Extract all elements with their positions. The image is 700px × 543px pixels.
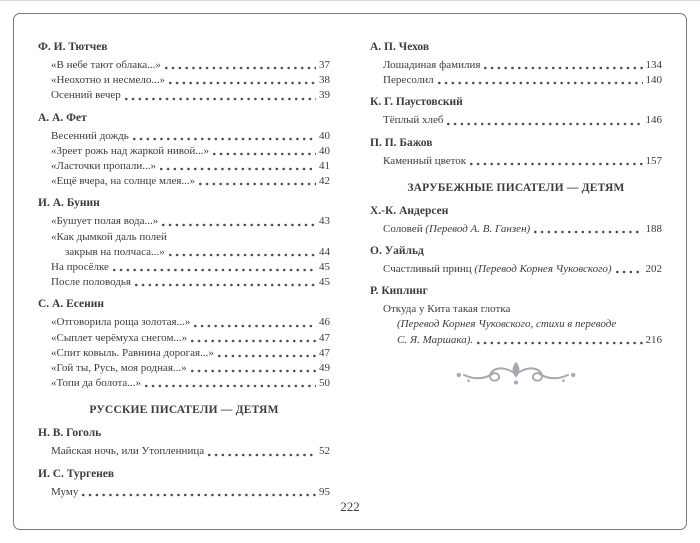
entry-page-number: 188 [645, 222, 662, 235]
toc-entry [370, 154, 662, 169]
entry-page-number: 49 [319, 362, 330, 375]
toc-entry-line [38, 260, 330, 275]
dot-leader [165, 66, 316, 70]
dot-leader [145, 384, 316, 388]
entry-page-number: 44 [319, 245, 330, 258]
author-heading: О. Уайльд [370, 245, 424, 258]
section-heading: ЗАРУБЕЖНЫЕ ПИСАТЕЛИ — ДЕТЯМ [407, 181, 625, 194]
entry-title: «В небе тают облака...» [51, 59, 161, 71]
toc-entry [370, 222, 662, 237]
entry-page-number: 146 [645, 114, 662, 127]
entry-page-number: 157 [645, 154, 662, 167]
entry-page-number: 95 [319, 485, 330, 498]
toc-entry [38, 230, 330, 260]
entry-title: Счастливый принц (Перевод Корнея Чуковского) [383, 263, 612, 276]
author-heading: Н. В. Гоголь [38, 427, 102, 440]
entry-title: Соловей (Перевод А. В. Ганзен) [383, 222, 531, 235]
entry-page-number: 41 [319, 160, 330, 173]
entry-title: «Топи да болота...» [51, 377, 142, 390]
entry-title: (Перевод Корнея Чуковского, стихи в переводе [397, 318, 617, 331]
toc-entry-line [38, 315, 330, 330]
toc-entry-line [370, 302, 662, 317]
toc-entry-line [38, 346, 330, 361]
section-heading: РУССКИЕ ПИСАТЕЛИ — ДЕТЯМ [89, 404, 279, 417]
toc-entry-line [38, 245, 330, 260]
toc-entry [38, 331, 330, 346]
entry-page-number: 40 [319, 144, 330, 157]
entry-page-number: 43 [319, 215, 330, 228]
author-heading: А. А. Фет [38, 111, 87, 124]
toc-entries-left [38, 40, 330, 500]
dot-leader [160, 167, 316, 171]
toc-entry-line [38, 275, 330, 290]
toc-entry-line [38, 144, 330, 159]
author-heading: Х.-К. Андерсен [370, 204, 449, 217]
entry-page-number: 216 [645, 333, 662, 346]
entry-page-number: 45 [319, 276, 330, 289]
dot-leader [218, 354, 316, 358]
dot-leader [438, 81, 643, 85]
entry-title: «Бушует полая вода...» [51, 215, 159, 228]
toc-entry [38, 144, 330, 159]
dot-leader [135, 283, 316, 287]
entry-page-number: 40 [319, 129, 330, 142]
dot-leader [133, 137, 316, 141]
toc-entry-line [38, 230, 330, 245]
author-heading: Ф. И. Тютчев [38, 41, 108, 53]
dot-leader [169, 81, 316, 85]
entry-page-number: 38 [319, 74, 330, 87]
toc-entry [38, 58, 330, 73]
entry-title: Осенний вечер [51, 89, 121, 102]
toc-entry [38, 485, 330, 500]
dot-leader [484, 66, 642, 70]
entry-title: «Ласточки пропали...» [51, 160, 156, 173]
author-heading: И. С. Тургенев [38, 467, 115, 480]
dot-leader [113, 268, 316, 272]
dot-leader [477, 341, 642, 345]
page-number: 222 [340, 499, 360, 514]
entry-title: Откуда у Кита такая глотка [383, 303, 511, 316]
entry-title: Тёплый хлеб [383, 114, 444, 127]
author-heading: Р. Киплинг [370, 285, 428, 298]
toc-entry-line [370, 58, 662, 73]
entry-title: Каменный цветок [383, 154, 467, 167]
entry-title: «Спит ковыль. Равнина дорогая...» [51, 346, 214, 359]
toc-entry-line [370, 154, 662, 169]
toc-entry-line [370, 317, 662, 332]
entry-page-number: 202 [645, 263, 662, 276]
toc-entry-line [38, 58, 330, 73]
toc-entry-line [370, 333, 662, 348]
entry-page-number: 52 [319, 445, 330, 458]
entry-page-number: 42 [319, 175, 330, 188]
entry-title: Муму [51, 485, 79, 498]
toc-entry [38, 88, 330, 103]
dot-leader [213, 152, 316, 156]
toc-entry-line [370, 73, 662, 88]
dot-leader [208, 453, 316, 457]
toc-entry [38, 214, 330, 229]
toc-entry [370, 113, 662, 128]
flourish-ornament-icon [450, 360, 582, 390]
toc-entry [38, 346, 330, 361]
entry-page-number: 50 [319, 377, 330, 390]
dot-leader [199, 182, 316, 186]
entry-page-number: 47 [319, 331, 330, 344]
entry-title: «Ещё вчера, на солнце млея...» [51, 175, 196, 188]
toc-entry [370, 262, 662, 277]
toc-entry [38, 73, 330, 88]
toc-entry [38, 275, 330, 290]
toc-entry [38, 315, 330, 330]
entry-title: Лошадиная фамилия [383, 59, 481, 71]
toc-entry-line [370, 222, 662, 237]
entry-page-number: 140 [645, 74, 662, 87]
entry-page-number: 39 [319, 89, 330, 102]
toc-entry [38, 260, 330, 275]
dot-leader [470, 162, 642, 166]
entry-title: Весенний дождь [51, 129, 129, 142]
ornament-divider [370, 360, 662, 395]
author-heading: К. Г. Паустовский [370, 96, 463, 109]
dot-leader [162, 223, 316, 227]
toc-entry-line [38, 214, 330, 229]
dot-leader [447, 122, 642, 126]
dot-leader [169, 253, 316, 257]
entry-title: «Сыплет черёмуха снегом...» [51, 331, 188, 344]
toc-entry [370, 302, 662, 348]
entry-title: «Зреет рожь над жаркой нивой...» [51, 144, 209, 157]
toc-entry-line [38, 444, 330, 459]
toc-entry-line [370, 113, 662, 128]
entry-page-number: 46 [319, 316, 330, 329]
dot-leader [616, 270, 643, 274]
toc-entry-line [38, 88, 330, 103]
entry-title: Пересолил [383, 74, 434, 87]
toc-entry-line [38, 159, 330, 174]
entry-title: После половодья [51, 276, 131, 289]
toc-entry [38, 376, 330, 391]
toc-entry-line [38, 174, 330, 189]
entry-page-number: 134 [645, 59, 662, 71]
toc-entries-right [370, 40, 662, 348]
entry-title: Майская ночь, или Утопленница [51, 445, 205, 458]
author-heading: И. А. Бунин [38, 197, 100, 210]
toc-entry-line [38, 485, 330, 500]
toc-entry [38, 129, 330, 144]
toc-entry [370, 73, 662, 88]
entry-title: «Как дымкой даль полей [51, 230, 167, 243]
toc-entry [38, 361, 330, 376]
entry-title: На просёлке [51, 261, 109, 274]
author-heading: А. П. Чехов [370, 41, 430, 53]
toc-entry [38, 174, 330, 189]
toc-entry-line [38, 129, 330, 144]
toc-entry [38, 444, 330, 459]
entry-title: «Гой ты, Русь, моя родная...» [51, 362, 187, 375]
toc-column-left [38, 40, 330, 503]
entry-page-number: 37 [319, 59, 330, 71]
dot-leader [82, 493, 316, 497]
toc-entry [38, 159, 330, 174]
entry-page-number: 45 [319, 261, 330, 274]
author-heading: П. П. Бажов [370, 136, 433, 149]
dot-leader [534, 230, 642, 234]
author-heading: С. А. Есенин [38, 298, 105, 311]
toc-entry-line [38, 73, 330, 88]
dot-leader [125, 97, 316, 101]
entry-page-number: 47 [319, 346, 330, 359]
dot-leader [194, 324, 316, 328]
entry-title: С. Я. Маршака). [397, 333, 474, 346]
toc-content [38, 40, 662, 503]
entry-title: «Отговорила роща золотая...» [51, 316, 191, 329]
entry-title: «Неохотно и несмело...» [51, 74, 166, 87]
toc-entry-line [38, 361, 330, 376]
dot-leader [191, 369, 316, 373]
toc-column-right [370, 40, 662, 503]
toc-entry-line [38, 376, 330, 391]
toc-entry-line [38, 331, 330, 346]
toc-entry-line [370, 262, 662, 277]
toc-entry [370, 58, 662, 73]
dot-leader [191, 339, 316, 343]
entry-title: закрыв на полчаса...» [65, 245, 165, 258]
